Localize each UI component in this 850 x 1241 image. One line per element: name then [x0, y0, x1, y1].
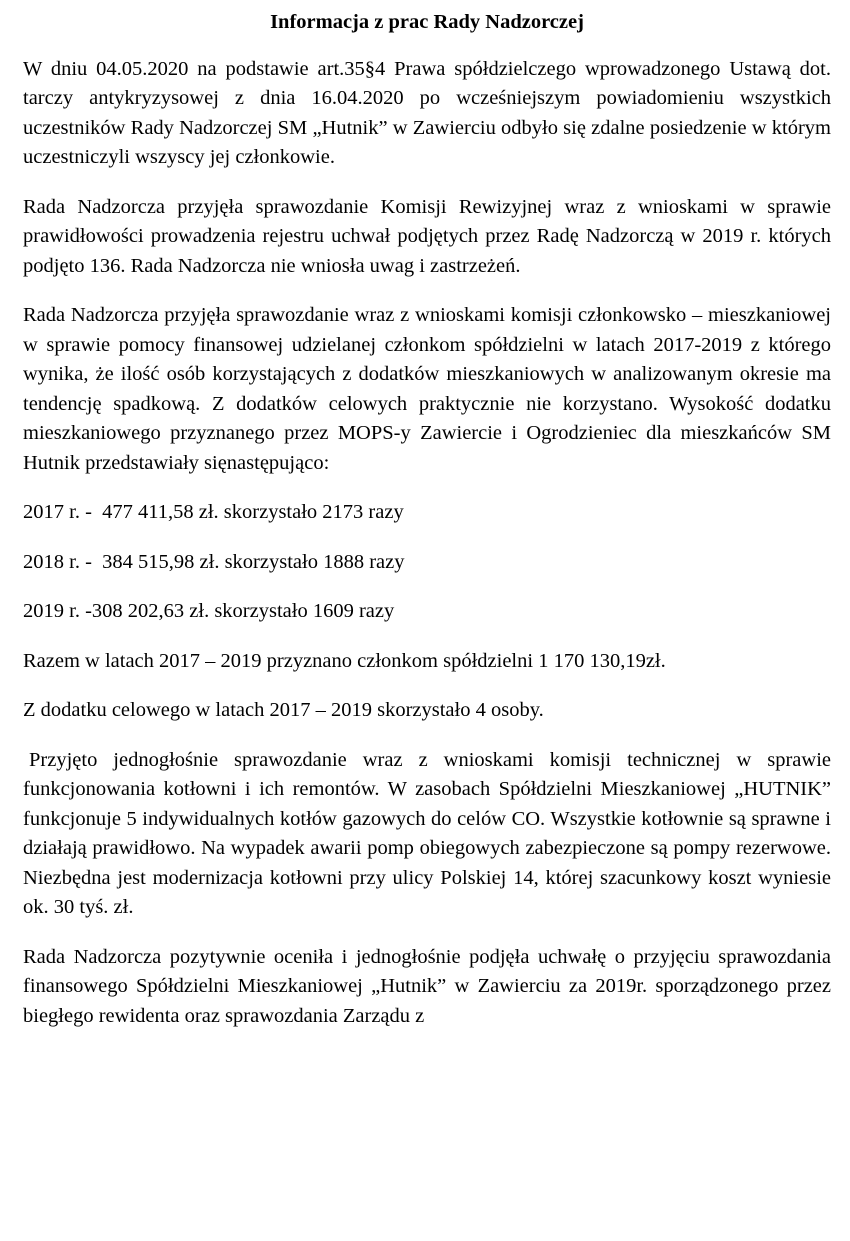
document-page: [23, 8, 831, 1031]
year-line-2017: 2017 r. - 477 411,58 zł. skorzystało 2173 razy: [23, 501, 404, 523]
paragraph-technical-committee: Przyjęto jednogłośnie sprawozdanie wraz z wnioskami komisji technicznej w sprawie funkcjonowania kotłowni i ich remontów. W zasobach Spółdzielni Mieszkaniowej „HUTNIK” funkcjonuje 5 indywidualnych kotłów gazowych do celów CO. Wszystkie kotłownie są sprawne i działają prawidłowo. Na wypadek awarii pomp obiegowych zabezpieczone są pompy rezerwowe. Niezbędna jest modernizacja kotłowni przy ulicy Polskiej 14, której szacunkowy koszt wyniesie ok. 30 tyś. zł.: [23, 748, 831, 918]
total-line: Razem w latach 2017 – 2019 przyznano członkom spółdzielni 1 170 130,19zł.: [23, 649, 666, 672]
paragraph-housing-committee: Rada Nadzorcza przyjęła sprawozdanie wraz z wnioskami komisji członkowsko – mieszkaniowej w sprawie pomocy finansowej udzielanej członkom spółdzielni w latach 2017-2019 z którego wynika, że ilość osób korzystających z dodatków mieszkaniowych w analizowanym okresie ma tendencję spadkową. Z dodatków celowych praktycznie nie korzystano. Wysokość dodatku mieszkaniowego przyznanego przez MOPS-y Zawiercie i Ogrodzieniec dla mieszkańców SM Hutnik przedstawiały sięnastępująco:: [23, 304, 831, 474]
year-line-2018: 2018 r. - 384 515,98 zł. skorzystało 1888 razy: [23, 550, 405, 573]
document-title: Informacja z prac Rady Nadzorczej: [270, 11, 584, 33]
year-line-2019: 2019 r. -308 202,63 zł. skorzystało 1609 razy: [23, 600, 395, 622]
paragraph-meeting: W dniu 04.05.2020 na podstawie art.35§4 Prawa spółdzielczego wprowadzonego Ustawą dot. tarczy antykryzysowej z dnia 16.04.2020 po wcześniejszym powiadomieniu wszystkich uczestników Rady Nadzorczej SM „Hutnik” w Zawierciu odbyło się zdalne posiedzenie w którym uczestniczyli wszyscy jej członkowie.: [23, 57, 831, 168]
special-allowance-line: Z dodatku celowego w latach 2017 – 2019 skorzystało 4 osoby.: [23, 699, 544, 721]
paragraph-financial-report: Rada Nadzorcza pozytywnie oceniła i jednogłośnie podjęła uchwałę o przyjęciu sprawozdania finansowego Spółdzielni Mieszkaniowej „Hutnik” w Zawierciu za 2019r. sporządzonego przez biegłego rewidenta oraz sprawozdania Zarządu z: [23, 945, 831, 1027]
paragraph-audit-committee: Rada Nadzorcza przyjęła sprawozdanie Komisji Rewizyjnej wraz z wnioskami w sprawie prawidłowości prowadzenia rejestru uchwał podjętych przez Radę Nadzorczą w 2019 r. których podjęto 136. Rada Nadzorcza nie wniosła uwag i zastrzeżeń.: [23, 195, 831, 277]
